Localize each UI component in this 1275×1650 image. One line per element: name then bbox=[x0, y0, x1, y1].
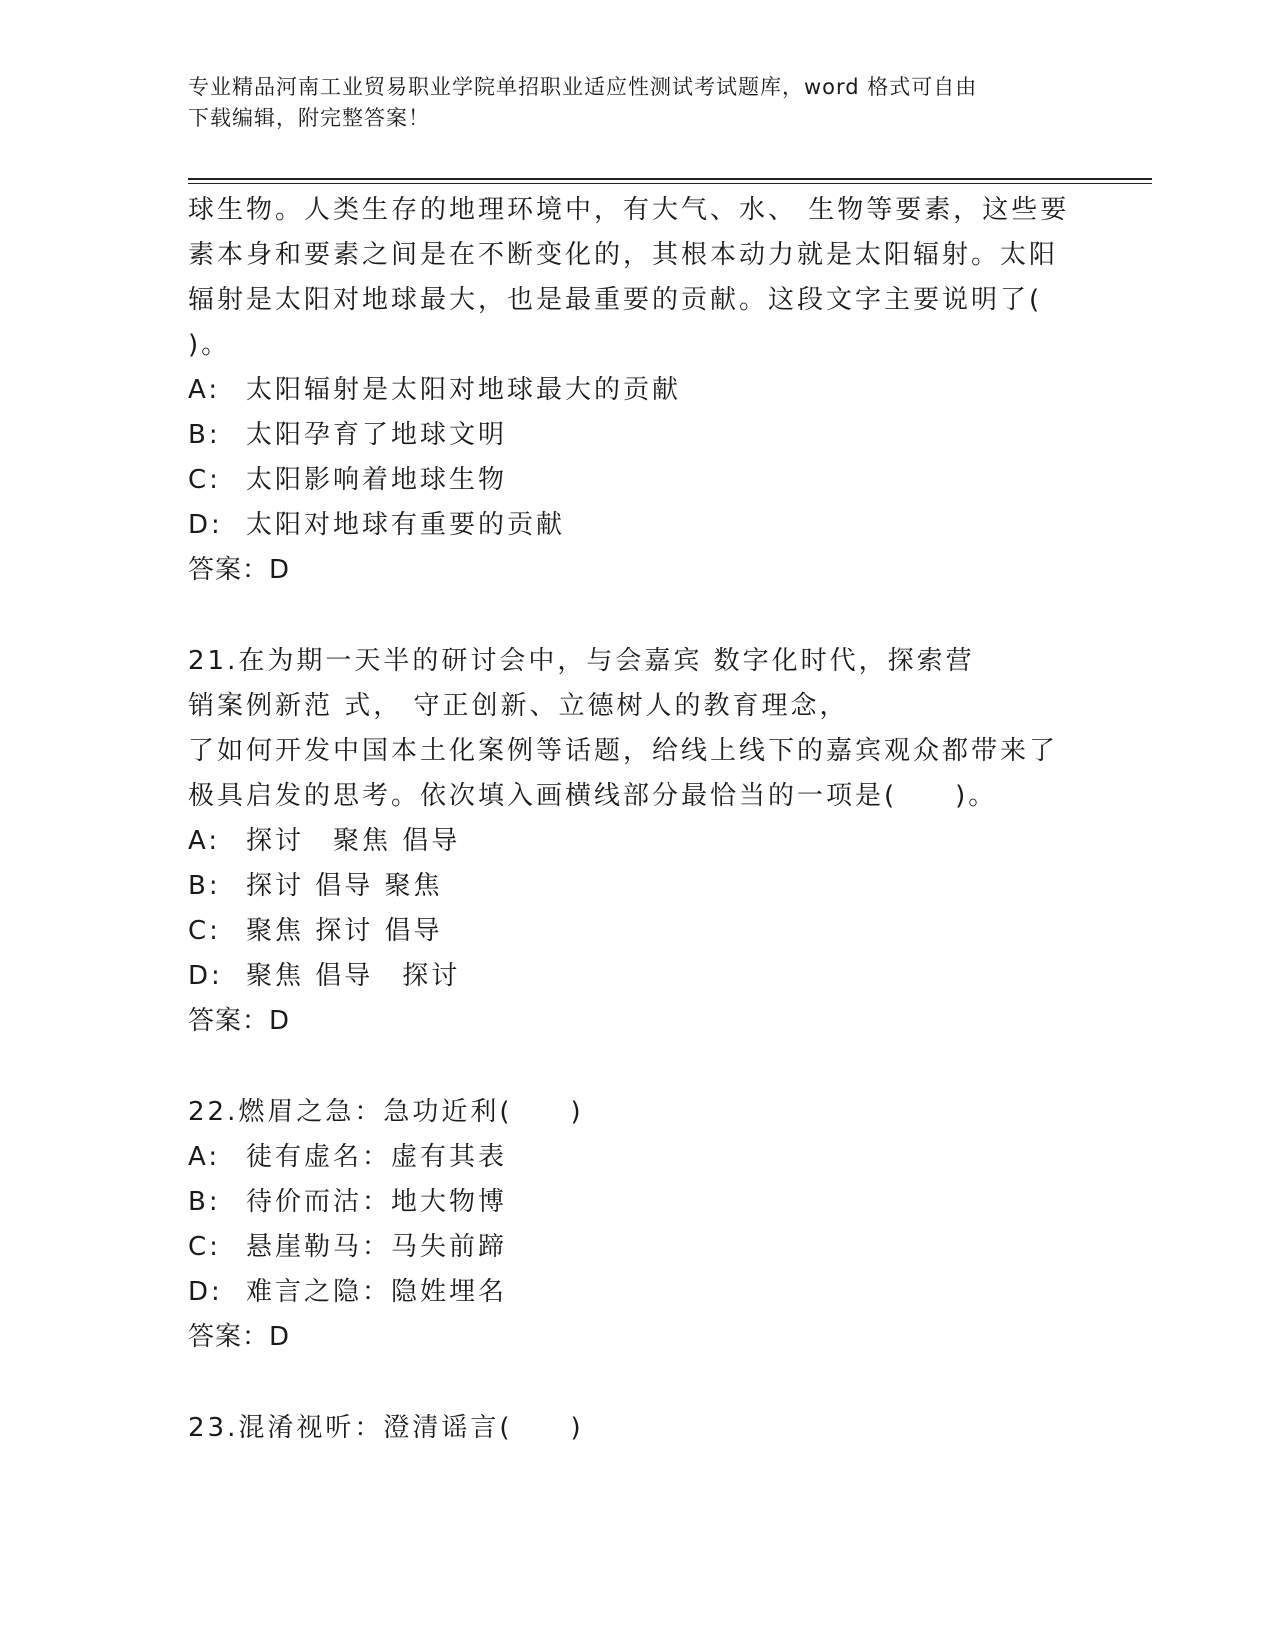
option-c bbox=[188, 458, 1088, 503]
option-text: 太阳辐射是太阳对地球最大的贡献 bbox=[246, 375, 682, 405]
option-a bbox=[188, 368, 1088, 413]
header-rule-thin bbox=[188, 183, 1152, 184]
option-text: 探讨 聚焦 倡导 bbox=[246, 826, 461, 856]
question-stem: 23.混淆视听：澄清谣言( ) bbox=[188, 1413, 584, 1443]
question-22 bbox=[188, 1090, 1088, 1360]
question-text-line: 了如何开发中国本土化案例等话题，给线上线下的嘉宾观众都带来了 bbox=[188, 736, 1059, 766]
answer: 答案：D bbox=[188, 1006, 291, 1036]
option-text: 聚焦 探讨 倡导 bbox=[246, 916, 443, 946]
option-b bbox=[188, 864, 1088, 909]
option-d bbox=[188, 954, 1088, 999]
question-20 bbox=[188, 188, 1088, 593]
spacer bbox=[188, 1360, 1088, 1406]
option-key: B: bbox=[188, 871, 221, 901]
option-key: D: bbox=[188, 510, 223, 540]
answer: 答案：D bbox=[188, 1322, 291, 1352]
option-text: 太阳孕育了地球文明 bbox=[246, 420, 508, 450]
question-text-line: 球生物。人类生存的地理环境中，有大气、水、 生物等要素，这些要 bbox=[188, 195, 1070, 225]
header-rule-thick bbox=[188, 178, 1152, 180]
option-key: D: bbox=[188, 1277, 223, 1307]
answer: 答案：D bbox=[188, 555, 291, 585]
question-text-line: 21.在为期一天半的研讨会中，与会嘉宾 数字化时代，探索营 bbox=[188, 646, 975, 676]
option-c bbox=[188, 909, 1088, 954]
option-key: B: bbox=[188, 1187, 221, 1217]
question-text-line: )。 bbox=[188, 330, 231, 360]
option-b bbox=[188, 1180, 1088, 1225]
option-text: 徒有虚名：虚有其表 bbox=[246, 1142, 508, 1172]
option-key: C: bbox=[188, 916, 221, 946]
page-header bbox=[188, 72, 1068, 134]
option-b bbox=[188, 413, 1088, 458]
option-text: 待价而沽：地大物博 bbox=[246, 1187, 508, 1217]
option-key: A: bbox=[188, 826, 221, 856]
question-stem: 22.燃眉之急：急功近利( ) bbox=[188, 1097, 584, 1127]
option-text: 悬崖勒马：马失前蹄 bbox=[246, 1232, 508, 1262]
spacer bbox=[188, 593, 1088, 639]
question-text-line: 辐射是太阳对地球最大，也是最重要的贡献。这段文字主要说明了( bbox=[188, 285, 1043, 315]
header-line-2: 下载编辑，附完整答案！ bbox=[188, 106, 430, 130]
question-text-line: 销案例新范 式， 守正创新、立德树人的教育理念， bbox=[188, 691, 849, 721]
option-text: 太阳对地球有重要的贡献 bbox=[246, 510, 566, 540]
question-21 bbox=[188, 639, 1088, 1044]
option-text: 聚焦 倡导 探讨 bbox=[246, 961, 461, 991]
option-key: A: bbox=[188, 375, 221, 405]
option-d bbox=[188, 503, 1088, 548]
option-a bbox=[188, 819, 1088, 864]
option-d bbox=[188, 1270, 1088, 1315]
option-key: A: bbox=[188, 1142, 221, 1172]
option-key: C: bbox=[188, 1232, 221, 1262]
option-text: 太阳影响着地球生物 bbox=[246, 465, 508, 495]
option-key: C: bbox=[188, 465, 221, 495]
option-a bbox=[188, 1135, 1088, 1180]
option-text: 探讨 倡导 聚焦 bbox=[246, 871, 443, 901]
spacer bbox=[188, 1044, 1088, 1090]
option-c bbox=[188, 1225, 1088, 1270]
option-key: B: bbox=[188, 420, 221, 450]
question-text-line: 极具启发的思考。依次填入画横线部分最恰当的一项是( )。 bbox=[188, 781, 998, 811]
option-key: D: bbox=[188, 961, 223, 991]
option-text: 难言之隐：隐姓埋名 bbox=[246, 1277, 508, 1307]
document-body bbox=[188, 188, 1088, 1451]
question-23 bbox=[188, 1406, 1088, 1451]
header-line-1: 专业精品河南工业贸易职业学院单招职业适应性测试考试题库，word 格式可自由 bbox=[188, 75, 978, 99]
question-text-line: 素本身和要素之间是在不断变化的，其根本动力就是太阳辐射。太阳 bbox=[188, 240, 1059, 270]
